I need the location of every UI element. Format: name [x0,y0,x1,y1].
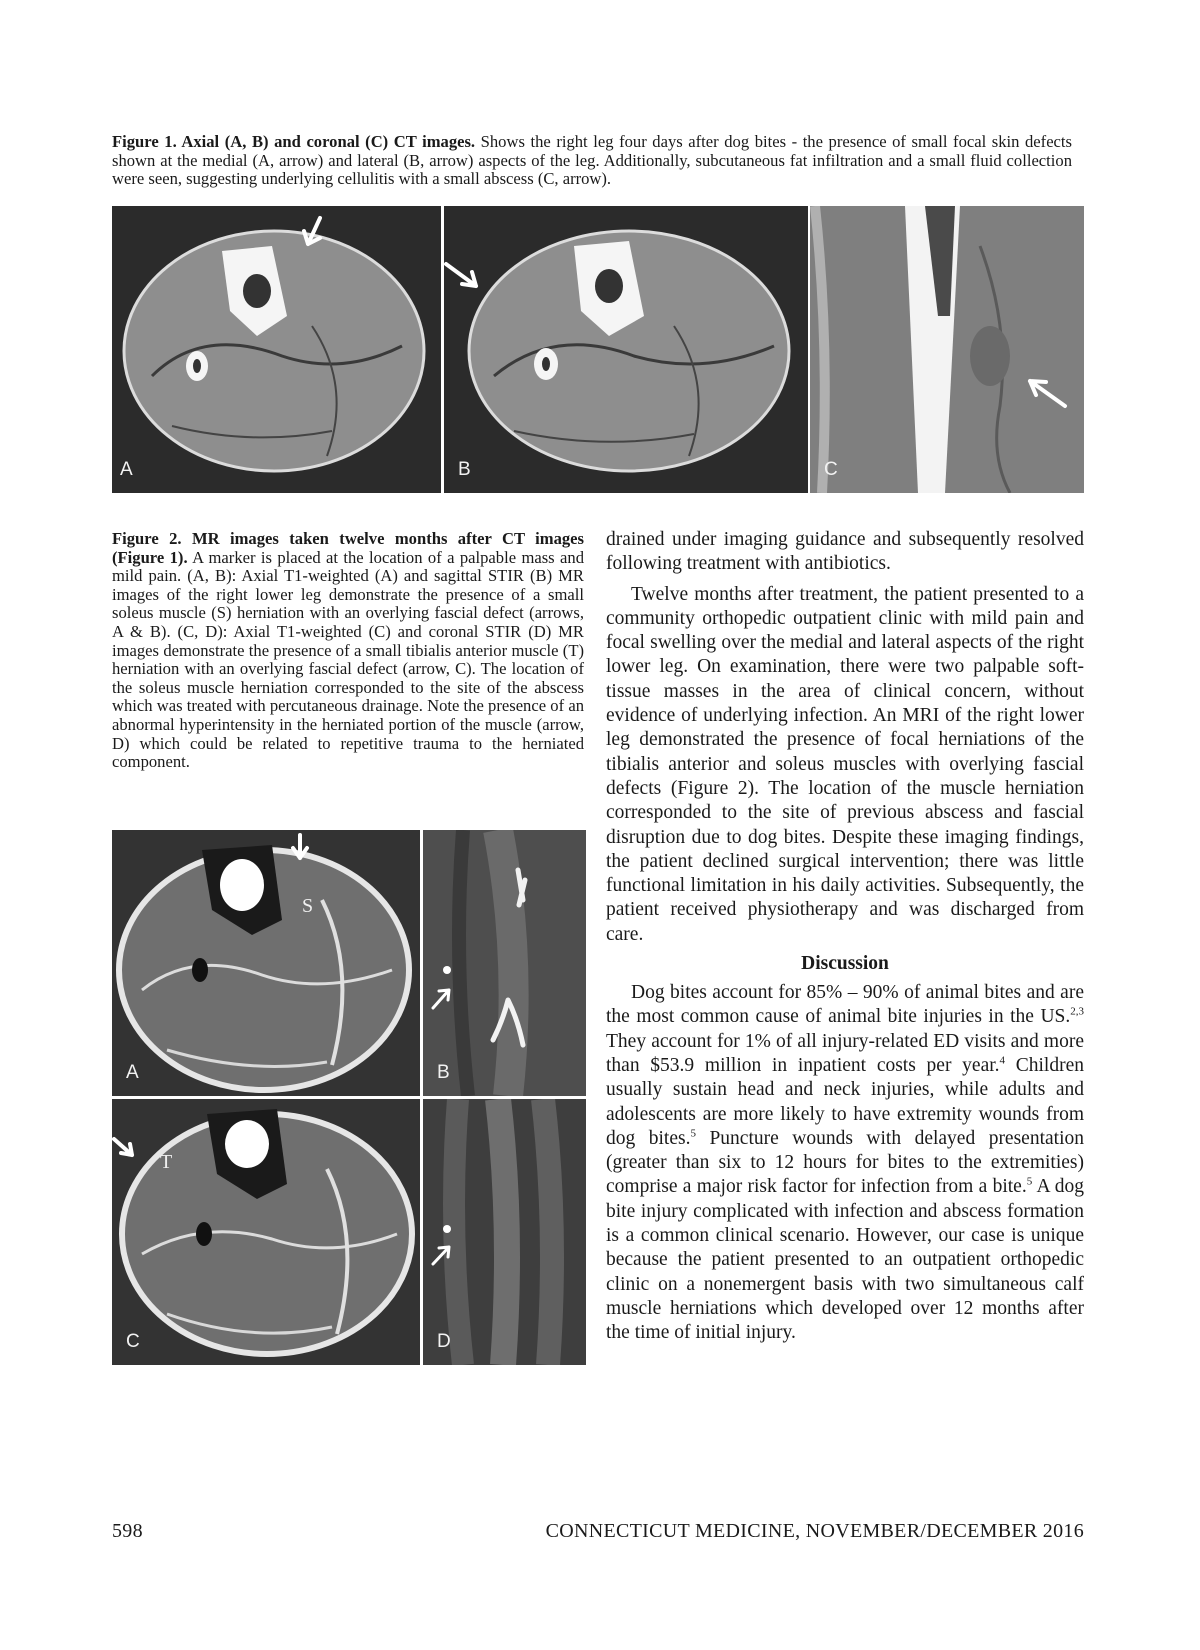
ct-axial-image-a [112,206,441,493]
page-number: 598 [112,1520,143,1542]
figure1-panel-a-label: A [120,459,133,480]
body-column-right [606,528,1084,1346]
figure2-panel-c-label: C [126,1331,140,1352]
discussion-heading: Discussion [801,953,889,975]
figure2-panel-d [423,1099,586,1365]
ct-coronal-image-c [810,206,1084,493]
body-paragraph-2: Twelve months after treatment, the patient presented to a community orthopedic outpatient clinic with mild pain and focal swelling over the medial and lateral aspects of the right lower leg. On examination, there were two palpable soft-tissue masses in the area of clinical concern, without evidence of underlying infection. An MRI of the right lower leg demonstrated the presence of focal herniations of the tibialis anterior and soleus muscles with overlying fascial defects (Figure 2). The location of the muscle herniation corresponded to the site of previous abscess and fascial disruption due to dog bites. Despite these imaging findings, the patient declined surgical intervention; there was little functional limitation in his daily activities. Subsequently, the patient received physiotherapy and was discharged from care. [606,583,1084,945]
figure2-panel-d-label: D [437,1331,451,1352]
figure2-panel-a [112,830,420,1096]
discussion-text-5: A dog bite injury complicated with infection and abscess formation is a common clinical scenario. However, our case is unique because the patient presented to an outpatient orthopedic clinic on a nonemergent basis with two simultaneous calf muscle herniations which developed over 12 months after the time of initial injury. [606,1176,1084,1344]
figure2-caption-text: A marker is placed at the location of a palpable mass and mild pain. (A, B): Axial T1-weighted (A) and sagittal STIR (B) MR images of the right lower leg demonstrate the presence of a small soleus muscle (S) herniation with an overlying fascial defect (arrows, A & B). (C, D): Axial T1-weighted (C) and coronal STIR (D) MR images demonstrate the presence of a small tibialis anterior muscle (T) herniation with an overlying fascial defect (arrow, C). The location of the soleus muscle herniation corresponded to the site of the abscess which was treated with percutaneous drainage. Note the presence of an abnormal hyperintensity in the herniated portion of the muscle (arrow, D) which could be related to repetitive trauma to the herniated component. [112,547,584,772]
mri-coronal-image-d [423,1099,586,1365]
body-paragraph-1: drained under imaging guidance and subsequently resolved following treatment with antibiotics. [606,529,1084,575]
figure1-panel-b [444,206,808,493]
discussion-paragraph [606,981,1084,1345]
discussion-text-1: Dog bites account for 85% – 90% of animal bites and are the most common cause of animal bite injuries in the US. [606,982,1084,1028]
mri-sagittal-image-b [423,830,586,1096]
figure1-panel-c-label: C [824,459,838,480]
citation-5a: 5 [690,1127,696,1140]
figure2-panel-a-label: A [126,1062,139,1083]
discussion-text-2: They account for 1% of all injury-related ED visits and more than $53.9 million in inpatient costs per year. [606,1030,1084,1076]
discussion-text-3: Children usually sustain head and neck injuries, while adults and adolescents are more likely to have extremity wounds from dog bites. [606,1054,1084,1149]
figure1-panel-a [112,206,441,493]
figure2-title: Figure 2. MR images taken twelve months after CT images (Figure 1). [112,529,584,567]
tibialis-anterior-label: T [160,1151,173,1173]
citation-4: 4 [999,1054,1006,1067]
figure2-panel-b [423,830,586,1096]
ct-axial-image-b [444,206,808,493]
soleus-label: S [302,895,314,917]
mri-axial-image-a [112,830,420,1096]
figure2-panel-b-label: B [437,1062,450,1083]
figure1-panel-b-label: B [458,459,471,480]
figure1-title: Figure 1. Axial (A, B) and coronal (C) CT images. [112,132,476,151]
journal-footer: CONNECTICUT MEDICINE, NOVEMBER/DECEMBER 2016 [545,1520,1084,1542]
figure1-caption [112,133,1072,189]
figure2-caption [112,530,584,772]
figure2-panel-c [112,1099,420,1365]
citation-2-3: 2,3 [1070,1005,1084,1018]
mri-axial-image-c [112,1099,420,1365]
figure1-caption-text: Shows the right leg four days after dog bites - the presence of small focal skin defects shown at the medial (A, arrow) and lateral (B, arrow) aspects of the leg. Additionally, subcutaneous fat infiltration and a small fluid collection were seen, suggesting underlying cellulitis with a small abscess (C, arrow). [112,132,1072,189]
discussion-text-4: Puncture wounds with delayed presentation (greater than six to 12 hours for bites to the extremities) comprise a major risk factor for infection from a bite. [606,1127,1084,1198]
citation-5b: 5 [1026,1175,1033,1188]
figure1-panel-c [810,206,1084,493]
